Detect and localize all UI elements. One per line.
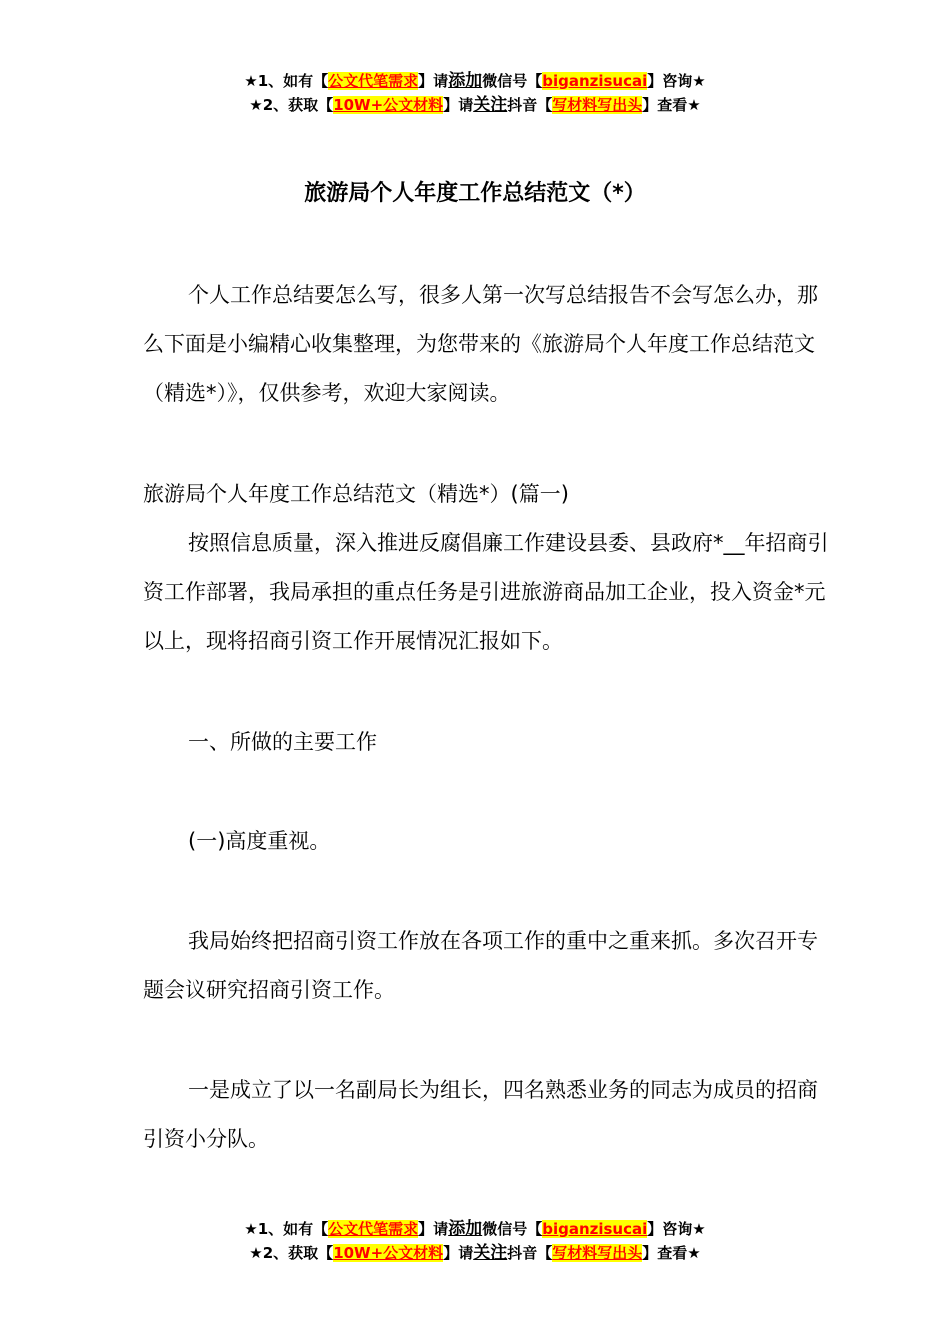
banner-text: ★2、获取【 bbox=[249, 1244, 334, 1262]
banner-highlight: 10W+公文材料 bbox=[333, 1244, 444, 1262]
banner-text: 】请 bbox=[418, 1220, 449, 1238]
banner-text: 微信号【 bbox=[482, 1220, 543, 1238]
body-paragraph: 一是成立了以一名副局长为组长，四名熟悉业务的同志为成员的招商引资小分队。 bbox=[143, 1078, 818, 1151]
banner-text: ★1、如有【 bbox=[244, 72, 329, 90]
footer-banner bbox=[0, 1217, 950, 1265]
banner-emphasis: 关注 bbox=[473, 95, 508, 115]
banner-text: 】咨询★ bbox=[647, 72, 706, 90]
banner-highlight: biganzisucai bbox=[542, 72, 648, 90]
banner-text: ★1、如有【 bbox=[244, 1220, 329, 1238]
banner-text: ★2、获取【 bbox=[249, 96, 334, 114]
banner-text: 】查看★ bbox=[642, 96, 701, 114]
banner-line-2 bbox=[0, 1241, 950, 1265]
heading-level-1: 一、所做的主要工作 bbox=[188, 730, 377, 754]
banner-text: 】咨询★ bbox=[647, 1220, 706, 1238]
banner-text: 】请 bbox=[443, 96, 474, 114]
intro-paragraph: 个人工作总结要怎么写，很多人第一次写总结报告不会写怎么办，那么下面是小编精心收集整理，为您带来的《旅游局个人年度工作总结范文（精选*）》，仅供参考，欢迎大家阅读。 bbox=[143, 283, 818, 405]
banner-line-2 bbox=[0, 93, 950, 117]
banner-highlight: biganzisucai bbox=[542, 1220, 648, 1238]
heading-level-2: (一)高度重视。 bbox=[188, 829, 331, 853]
section-body-paragraph: 按照信息质量，深入推进反腐倡廉工作建设县委、县政府*__年招商引资工作部署，我局承担的重点任务是引进旅游商品加工企业，投入资金*元以上，现将招商引资工作开展情况汇报如下。 bbox=[143, 531, 829, 653]
header-banner bbox=[0, 69, 950, 117]
document-title: 旅游局个人年度工作总结范文（*） bbox=[304, 181, 646, 206]
body-paragraph: 我局始终把招商引资工作放在各项工作的重中之重来抓。多次召开专题会议研究招商引资工作。 bbox=[143, 929, 818, 1002]
banner-highlight: 公文代笔需求 bbox=[328, 72, 419, 90]
banner-line-1 bbox=[0, 69, 950, 93]
banner-text: 】请 bbox=[443, 1244, 474, 1262]
banner-emphasis: 添加 bbox=[448, 1219, 483, 1239]
banner-text: 抖音【 bbox=[507, 96, 553, 114]
banner-emphasis: 添加 bbox=[448, 71, 483, 91]
banner-highlight: 写材料写出头 bbox=[552, 1244, 643, 1262]
banner-highlight: 写材料写出头 bbox=[552, 96, 643, 114]
banner-text: 抖音【 bbox=[507, 1244, 553, 1262]
banner-line-1 bbox=[0, 1217, 950, 1241]
banner-highlight: 10W+公文材料 bbox=[333, 96, 444, 114]
banner-text: 】查看★ bbox=[642, 1244, 701, 1262]
section-title: 旅游局个人年度工作总结范文（精选*）(篇一) bbox=[143, 482, 569, 506]
banner-highlight: 公文代笔需求 bbox=[328, 1220, 419, 1238]
banner-emphasis: 关注 bbox=[473, 1243, 508, 1263]
banner-text: 】请 bbox=[418, 72, 449, 90]
banner-text: 微信号【 bbox=[482, 72, 543, 90]
